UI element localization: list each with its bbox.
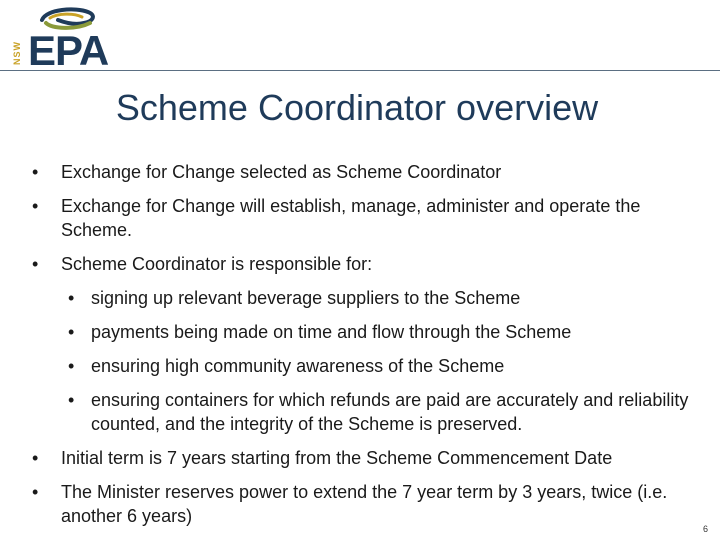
slide-title: Scheme Coordinator overview bbox=[115, 87, 599, 128]
sub-bullet-list bbox=[28, 286, 698, 436]
bullet-item: • The Minister reserves power to extend the 7 year term by 3 years, twice (i.e. another 6 years) bbox=[28, 480, 698, 528]
sub-bullet-item: • signing up relevant beverage suppliers to the Scheme bbox=[28, 286, 698, 310]
sub-bullet-item: • ensuring high community awareness of the Scheme bbox=[28, 354, 698, 378]
bullet-item: • Exchange for Change selected as Scheme Coordinator bbox=[28, 160, 698, 184]
page-number: 6 bbox=[702, 524, 708, 534]
sub-bullet-item: • payments being made on time and flow through the Scheme bbox=[28, 320, 698, 344]
bullet-item: • Scheme Coordinator is responsible for: bbox=[28, 252, 698, 276]
sub-bullet-item: • ensuring containers for which refunds are paid are accurately and reliability counted, and the integrity of the Scheme is preserved. bbox=[28, 388, 698, 436]
logo-nsw-text: NSW bbox=[12, 41, 22, 65]
logo-epa-text: EPA bbox=[28, 27, 109, 74]
bullet-item: • Initial term is 7 years starting from the Scheme Commencement Date bbox=[28, 446, 698, 470]
bullet-list bbox=[28, 160, 698, 538]
bullet-item: • Exchange for Change will establish, manage, administer and operate the Scheme. bbox=[28, 194, 698, 242]
header-divider bbox=[0, 70, 720, 71]
nsw-epa-logo bbox=[10, 6, 120, 74]
